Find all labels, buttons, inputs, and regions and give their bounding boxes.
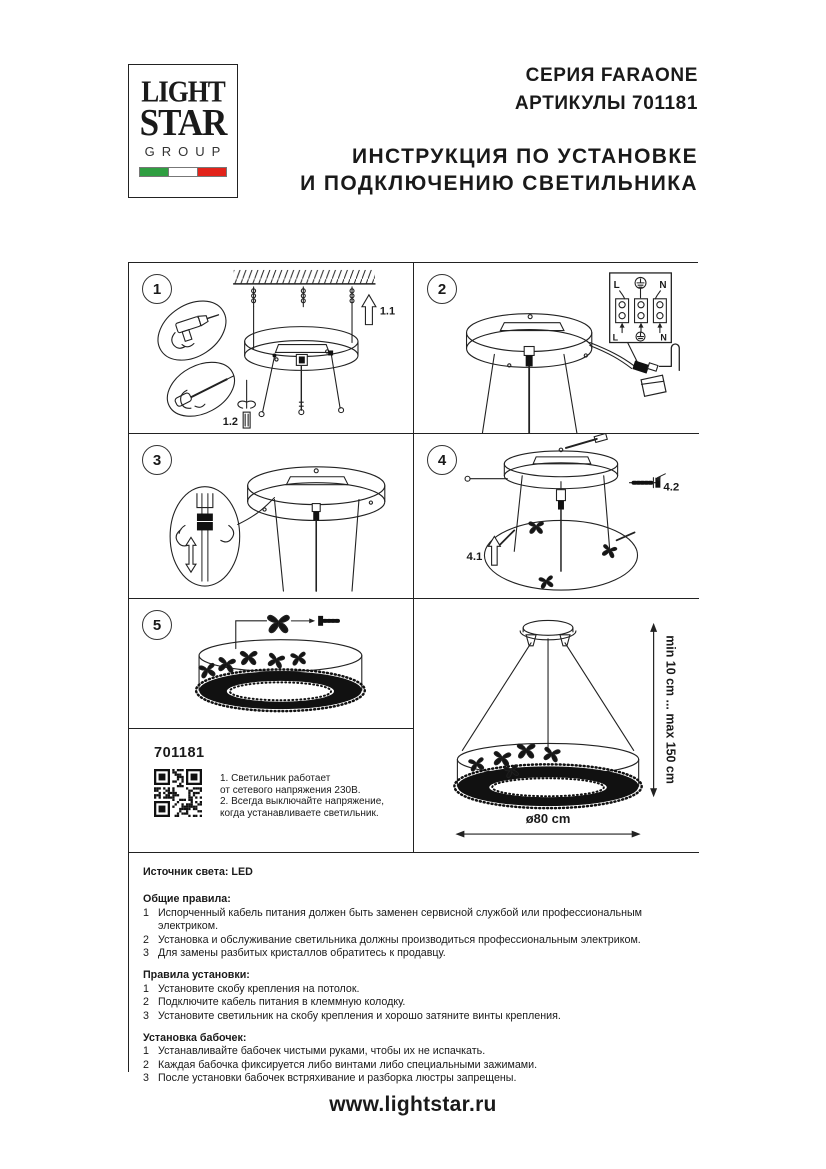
rule-item	[143, 1072, 685, 1085]
rule-text: Устанавливайте бабочек чистыми руками, чтобы их не испачкать.	[158, 1045, 486, 1058]
instruction-grid	[128, 262, 698, 1085]
ring-marks	[499, 530, 634, 545]
section-title: Установка бабочек:	[143, 1032, 247, 1045]
doc-title-line2: И ПОДКЛЮЧЕНИЮ СВЕТИЛЬНИКА	[300, 172, 698, 195]
butterfly	[240, 651, 257, 664]
section-title: Общие правила:	[143, 893, 231, 906]
rules-section-install	[143, 969, 685, 1023]
power-connector	[590, 343, 679, 397]
section-title: Правила установки:	[143, 969, 250, 982]
rule-item	[143, 947, 685, 960]
flag-green	[140, 168, 168, 176]
italian-flag-bar	[139, 167, 227, 177]
rule-item	[143, 983, 685, 996]
butterfly	[542, 747, 560, 763]
rule-number	[143, 1072, 158, 1085]
qr-article-number: 701181	[154, 745, 205, 761]
step2-number-badge: 2	[427, 274, 457, 304]
website-url: www.lightstar.ru	[329, 1093, 497, 1116]
rule-text: Подключите кабель питания в клеммную колодку.	[158, 996, 406, 1009]
step5-diagram	[129, 599, 413, 728]
step5-panel	[129, 599, 414, 729]
butterfly	[493, 751, 511, 766]
butterfly-mount-detail	[236, 615, 340, 648]
up-down-arrow	[186, 537, 196, 572]
rule-item	[143, 1045, 685, 1058]
butterfly	[290, 652, 306, 666]
rule-text: Установите скобу крепления на потолок.	[158, 982, 360, 995]
rule-text: Установите светильник на скобу крепления и хорошо затяните винты крепления.	[158, 1009, 561, 1022]
inset-leader-line	[628, 343, 638, 363]
butterfly	[517, 744, 535, 758]
doc-title-line1: ИНСТРУКЦИЯ ПО УСТАНОВКЕ	[351, 145, 698, 168]
diameter-dimension	[455, 811, 640, 837]
light-source: Источник света: LED	[143, 866, 253, 878]
suspension-wires	[482, 347, 576, 433]
step4-panel	[414, 434, 699, 599]
rule-number	[143, 907, 158, 934]
suspension-cables	[462, 639, 633, 751]
mount-screws	[254, 307, 352, 349]
rule-number	[143, 934, 158, 947]
wing-screw-tool	[238, 380, 255, 428]
label-neutral-bottom: N	[660, 332, 667, 343]
side-screw	[630, 474, 666, 488]
safety-note-line: когда устанавливаете светильник.	[220, 807, 379, 819]
logo-word-group: GROUP	[144, 144, 228, 159]
logo-word-star: STAR	[139, 101, 227, 144]
step1-panel	[129, 263, 414, 434]
ground-icon	[635, 277, 646, 288]
terminal-inset	[610, 273, 672, 343]
step2-panel	[414, 263, 699, 434]
step3-panel	[129, 434, 414, 599]
diameter-label: ø80 cm	[525, 811, 571, 827]
logo-word-light: LIGHT	[141, 73, 225, 109]
height-dimension	[650, 623, 677, 797]
wall-anchors	[252, 287, 354, 307]
mounting-ring	[245, 327, 358, 371]
butterfly	[539, 576, 554, 589]
rule-item	[143, 1010, 685, 1023]
rule-item	[143, 907, 685, 934]
label-1-2: 1.2	[222, 416, 238, 429]
article-number: АРТИКУЛЫ 701181	[514, 93, 698, 114]
flag-white	[168, 168, 198, 176]
rule-text: Для замены разбитых кристаллов обратитесь к продавцу.	[158, 947, 446, 960]
rule-number	[143, 983, 158, 996]
label-4-1: 4.1	[466, 551, 483, 564]
butterfly	[217, 657, 235, 672]
butterfly	[198, 663, 216, 678]
rule-item	[143, 934, 685, 947]
safety-notes	[220, 773, 384, 819]
label-live-top: L	[613, 279, 620, 291]
label-4-2: 4.2	[663, 481, 680, 494]
rule-text: Каждая бабочка фиксируется либо винтами либо специальными зажимами.	[158, 1058, 538, 1071]
step1-number-badge: 1	[142, 274, 172, 304]
document-header	[300, 62, 698, 197]
info-block	[129, 853, 699, 1085]
qr-code	[154, 769, 202, 817]
butterfly	[267, 653, 285, 669]
rules-section-butterflies	[143, 1032, 685, 1086]
safety-note-line: от сетевого напряжения 230В.	[220, 784, 361, 796]
rule-text: Установка и обслуживание светильника должны производиться профессиональным электриком.	[158, 933, 641, 946]
dimensions-panel	[414, 599, 699, 853]
rule-number	[143, 1010, 158, 1023]
lightstar-logo	[128, 64, 238, 198]
flag-red	[198, 168, 226, 176]
ceiling-hatch	[234, 270, 375, 284]
lamp-drum	[196, 640, 365, 711]
step4-number-badge: 4	[427, 445, 457, 475]
suspension-wires	[274, 500, 358, 591]
series-title: СЕРИЯ FARAONE	[525, 65, 698, 86]
label-1-1: 1.1	[379, 305, 396, 318]
rule-item	[143, 996, 685, 1009]
safety-note-line: 1. Светильник работает	[220, 773, 331, 784]
qr-panel	[129, 729, 414, 853]
rule-text: Испорченный кабель питания должен быть заменен сервисной службой или профессиональным электриком.	[158, 906, 643, 933]
rules-section-general	[143, 893, 685, 960]
step3-number-badge: 3	[142, 445, 172, 475]
lamp-drum	[454, 743, 641, 808]
label-neutral-top: N	[659, 279, 667, 291]
rule-text: После установки бабочек встряхивание и разборка люстры запрещены.	[158, 1072, 517, 1085]
cable-adjuster-inset	[170, 487, 240, 586]
height-range-label: min 10 cm ... max 150 cm	[663, 635, 678, 784]
rule-number	[143, 947, 158, 960]
rule-number	[143, 1059, 158, 1072]
up-arrow	[362, 295, 376, 325]
rule-number	[143, 996, 158, 1009]
up-arrow	[488, 536, 500, 565]
safety-note-line: 2. Всегда выключайте напряжение,	[220, 796, 385, 808]
rule-number	[143, 1045, 158, 1058]
butterfly	[529, 522, 544, 534]
step5-number-badge: 5	[142, 610, 172, 640]
rule-item	[143, 1059, 685, 1072]
label-live-bottom: L	[612, 332, 619, 343]
lamp-dimensions-diagram	[414, 599, 699, 852]
